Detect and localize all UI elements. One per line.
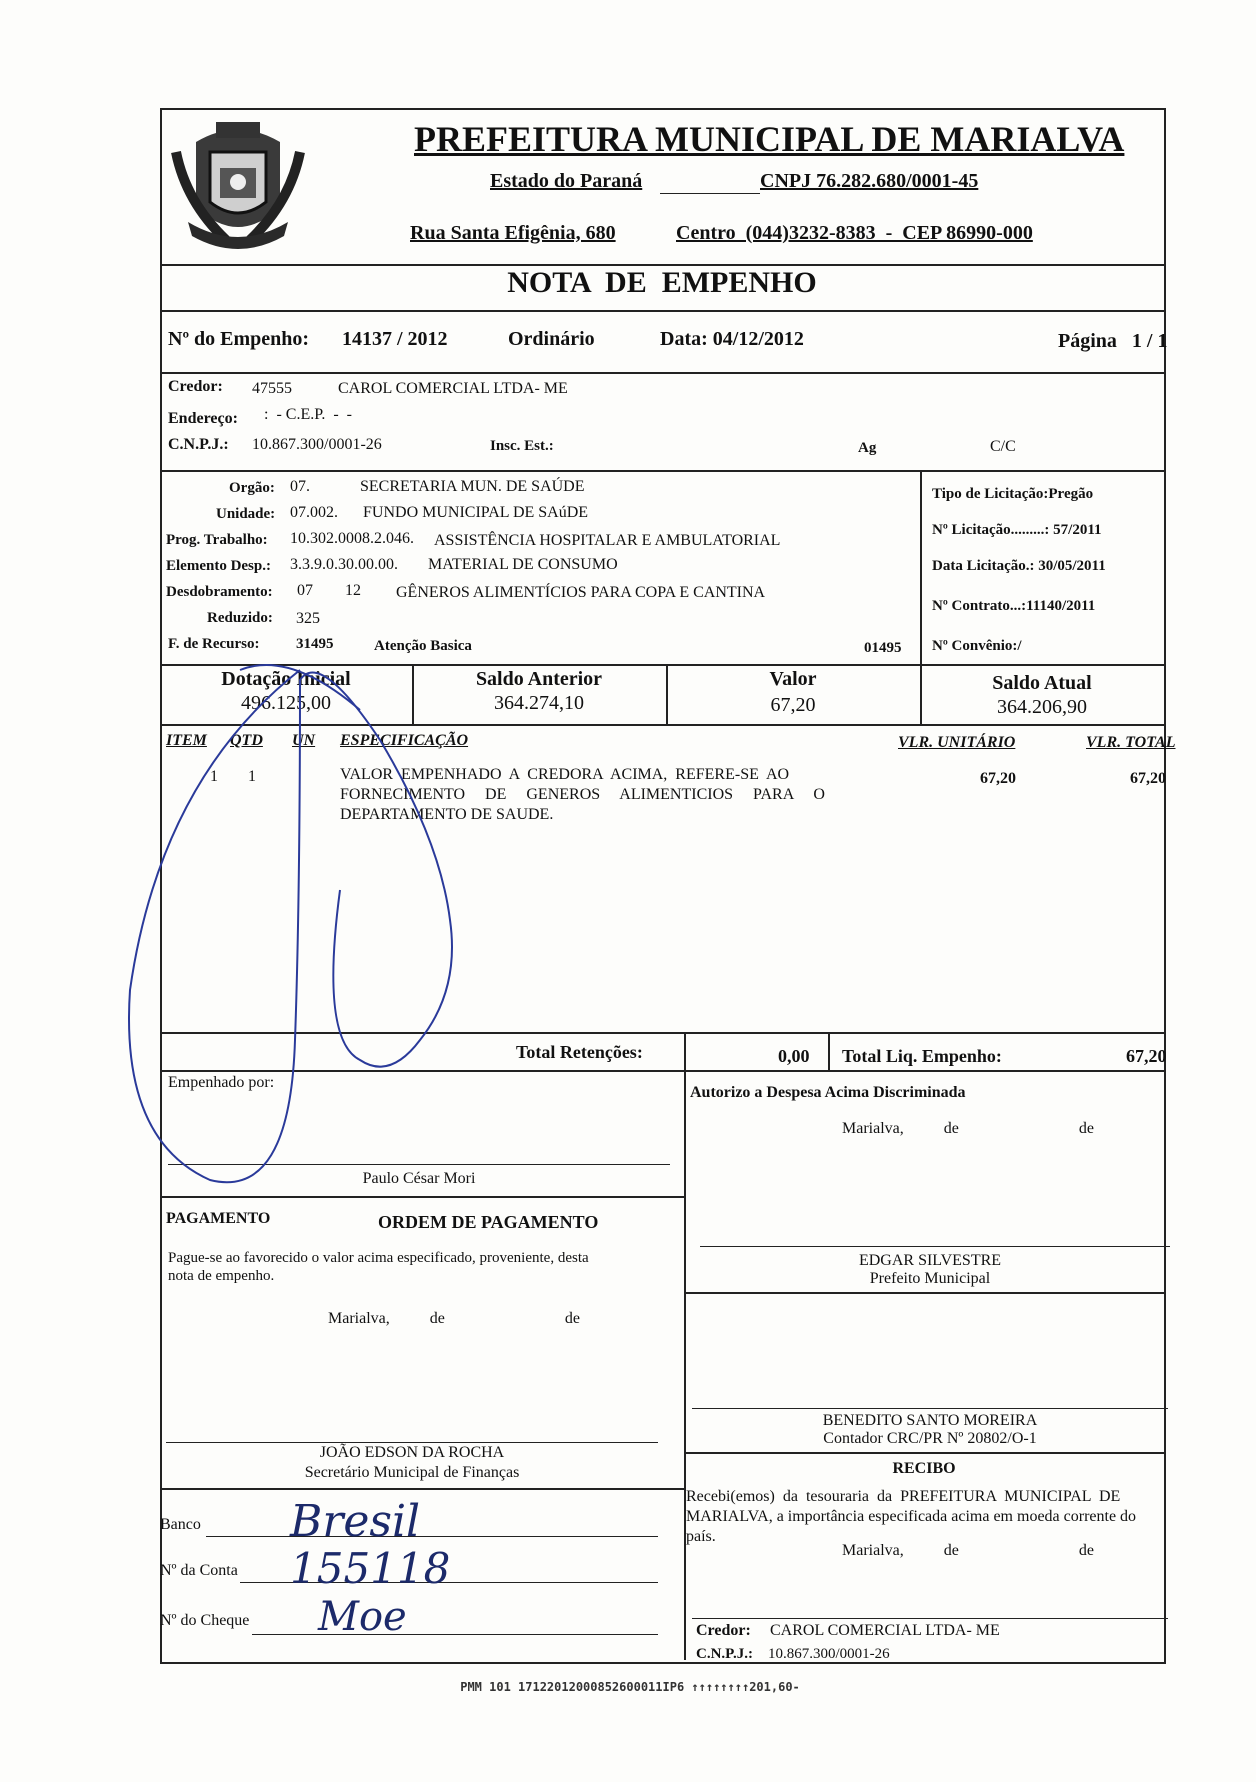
ordem-pagamento-label: ORDEM DE PAGAMENTO [378,1212,599,1232]
numero-contrato: Nº Contrato...:11140/2011 [932,598,1096,614]
orgao-label: Orgão: [229,480,275,496]
autorizo-despesa-label: Autorizo a Despesa Acima Discriminada [690,1084,966,1101]
elemento-code: 3.3.9.0.30.00.00. [290,556,398,573]
signature-line [166,1442,658,1443]
conta-corrente-label: C/C [990,438,1016,455]
document-title: NOTA DE EMPENHO [507,266,817,299]
saldo-atual-value: 364.206,90 [997,696,1087,718]
unidade-code: 07.002. [290,504,338,521]
numero-conta-label: Nº da Conta [160,1562,238,1579]
numero-convenio: Nº Convênio:/ [932,638,1022,654]
state-label: Estado do Paraná [490,170,643,192]
fonte-recurso-name: Atenção Basica [374,638,472,654]
pagamento-city-date: Marialva, de de [328,1310,580,1327]
col-un: UN [292,732,316,749]
recibo-city-date: Marialva, de de [842,1542,1094,1559]
prefeitura-title: PREFEITURA MUNICIPAL DE MARIALVA [414,119,1125,159]
desdobramento-name: GÊNEROS ALIMENTÍCIOS PARA COPA E CANTINA [396,584,766,601]
col-vlr-unitario: VLR. UNITÁRIO [898,734,1016,751]
fonte-recurso-right: 01495 [864,640,902,656]
divider [684,1292,1164,1294]
page-number: Página 1 / 1 [1058,330,1168,352]
pague-se-line2: nota de empenho. [168,1268,275,1284]
recibo-credor-name: CAROL COMERCIAL LTDA- ME [770,1622,1000,1639]
unidade-label: Unidade: [216,506,276,522]
divider [160,372,1164,374]
cheque-handwritten: Moe [318,1594,407,1640]
credor-cnpj: 10.867.300/0001-26 [252,436,382,453]
reduzido-label: Reduzido: [207,610,273,626]
orgao-code: 07. [290,478,310,495]
unidade-name: FUNDO MUNICIPAL DE SAúDE [363,504,589,521]
pague-se-line1: Pague-se ao favorecido o valor acima especificado, proveniente, desta [168,1250,589,1266]
state-underline [660,193,760,194]
prog-trabalho-code: 10.302.0008.2.046. [290,530,414,547]
recibo-line3: país. [686,1528,716,1545]
empenho-date: Data: 04/12/2012 [660,328,804,350]
saldo-anterior-value: 364.274,10 [494,692,584,714]
coat-of-arms-emblem [166,112,310,258]
item-spec-line2: FORNECIMENTO DE GENEROS ALIMENTICIOS PARA O [340,786,825,803]
item-spec-line1: VALOR EMPENHADO A CREDORA ACIMA, REFERE-SE AO [340,766,790,783]
valor-value: 67,20 [770,694,816,716]
item-total-value: 67,20 [1130,770,1166,787]
signature-line [692,1408,1168,1409]
divider-vertical [684,1032,686,1070]
recibo-label: RECIBO [892,1460,956,1477]
desdobramento-label: Desdobramento: [166,584,273,600]
signature-line [700,1246,1170,1247]
reduzido-value: 325 [296,610,320,627]
dotacao-inicial-value: 496.125,00 [241,692,331,714]
divider [684,1452,1164,1454]
credor-label: Credor: [168,378,223,395]
recibo-credor-label: Credor: [696,1622,751,1639]
agencia-label: Ag [858,440,877,456]
saldo-atual-label: Saldo Atual [992,672,1092,694]
dotacao-inicial-label: Dotação Inicial [221,668,351,690]
col-qtd: QTD [230,732,263,749]
prog-trabalho-label: Prog. Trabalho: [166,532,268,548]
signature-line [692,1618,1168,1619]
endereco-label: Endereço: [168,410,238,427]
total-retencoes-label: Total Retenções: [516,1042,643,1062]
numero-cheque-label: Nº do Cheque [160,1612,250,1629]
contador-title: Contador CRC/PR Nº 20802/O-1 [823,1430,1037,1447]
divider [160,1488,684,1490]
item-unit-value: 67,20 [980,770,1016,787]
insc-est-label: Insc. Est.: [490,438,554,454]
empenho-type: Ordinário [508,328,595,350]
cheque-field-line [252,1634,658,1635]
recibo-cnpj: 10.867.300/0001-26 [768,1646,890,1662]
data-licitacao: Data Licitação.: 30/05/2011 [932,558,1106,574]
credor-name: CAROL COMERCIAL LTDA- ME [338,380,568,397]
valor-label: Valor [769,668,817,690]
footer-code: PMM 101 17122012000852600011IP6 ↑↑↑↑↑↑↑↑201,60- [460,1680,800,1694]
empenho-number-label: Nº do Empenho: [168,328,310,350]
recibo-line2: MARIALVA, a importância especificada acima em moeda corrente do [686,1508,1137,1525]
banco-label: Banco [160,1516,201,1533]
fonte-recurso-code: 31495 [296,636,334,652]
cnpj-header: CNPJ 76.282.680/0001-45 [760,170,979,192]
desdobramento-code1: 07 [297,582,313,599]
secretario-title: Secretário Municipal de Finanças [304,1464,520,1481]
address-header: Rua Santa Efigênia, 680 [410,222,616,244]
elemento-name: MATERIAL DE CONSUMO [428,556,618,573]
tipo-licitacao: Tipo de Licitação:Pregão [932,486,1094,502]
empenho-number: 14137 / 2012 [342,328,448,350]
handwritten-signature-scribble [120,660,540,1220]
banco-field-line [206,1536,658,1537]
col-especificacao: ESPECIFICAÇÃO [340,732,469,749]
elemento-label: Elemento Desp.: [166,558,271,574]
recibo-line1: Recebi(emos) da tesouraria da PREFEITURA MUNICIPAL DE [686,1488,1121,1505]
col-vlr-total: VLR. TOTAL [1086,734,1176,751]
total-liquido-label: Total Liq. Empenho: [842,1046,1002,1066]
item-qtd: 1 [248,768,256,785]
divider [160,470,1164,472]
prog-trabalho-name: ASSISTÊNCIA HOSPITALAR E AMBULATORIAL [434,532,781,549]
prefeito-name: EDGAR SILVESTRE [858,1252,1002,1269]
credor-code: 47555 [252,380,292,397]
prefeito-title: Prefeito Municipal [869,1270,991,1287]
conta-handwritten: 155118 [290,1544,451,1593]
total-retencoes-value: 0,00 [778,1046,810,1066]
district-phone-cep: Centro (044)3232-8383 - CEP 86990-000 [676,222,1033,244]
endereco-value: : - C.E.P. - - [264,406,352,423]
secretario-name: JOÃO EDSON DA ROCHA [319,1444,505,1461]
orgao-name: SECRETARIA MUN. DE SAÚDE [360,478,585,495]
empenhado-por-name: Paulo César Mori [362,1170,476,1187]
divider [160,310,1164,312]
pagamento-label: PAGAMENTO [166,1210,271,1227]
col-item: ITEM [166,732,207,749]
divider-vertical [920,470,922,664]
empenhado-por-label: Empenhado por: [168,1074,275,1091]
divider-vertical [828,1032,830,1070]
fonte-recurso-label: F. de Recurso: [168,636,260,652]
banco-handwritten: Bresil [290,1496,421,1547]
cnpj-label: C.N.P.J.: [168,436,229,453]
recibo-cnpj-label: C.N.P.J.: [696,1646,753,1662]
total-liquido-value: 67,20 [1126,1046,1167,1066]
numero-licitacao: Nº Licitação.........: 57/2011 [932,522,1102,538]
item-spec-line3: DEPARTAMENTO DE SAUDE. [340,806,554,823]
item-number: 1 [210,768,218,785]
contador-name: BENEDITO SANTO MOREIRA [822,1412,1038,1429]
autorizo-city-date: Marialva, de de [842,1120,1094,1137]
desdobramento-code2: 12 [345,582,361,599]
divider-vertical [684,1070,686,1660]
saldo-anterior-label: Saldo Anterior [475,668,603,690]
